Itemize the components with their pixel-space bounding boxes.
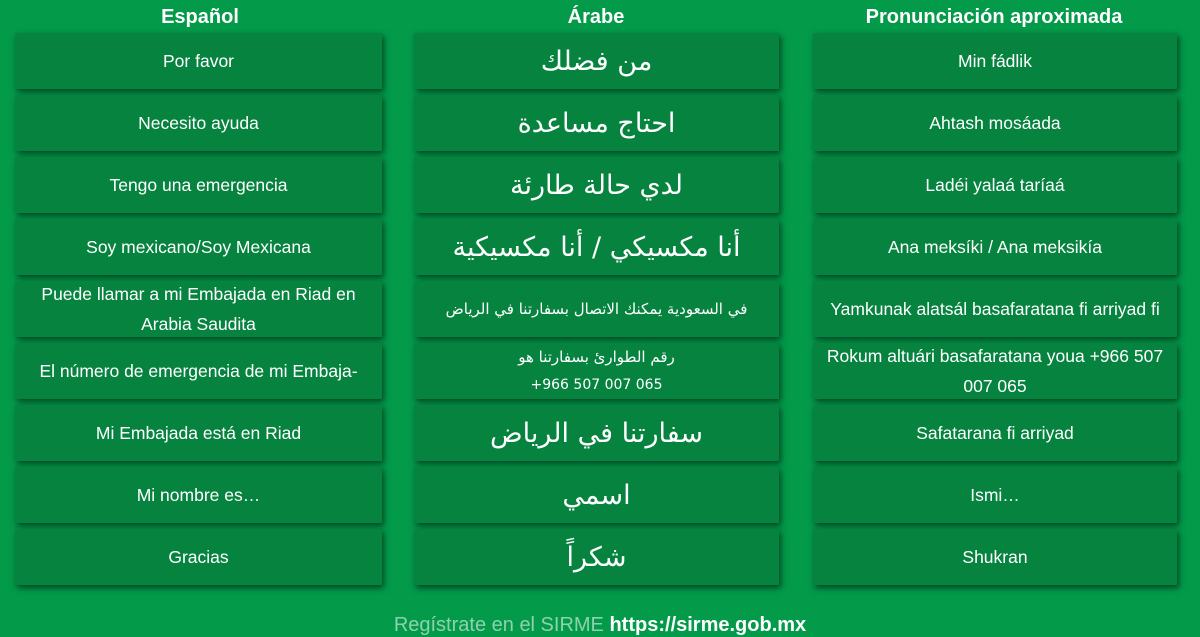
- phrase-ar-call-embassy: في السعودية يمكنك الاتصال بسفارتنا في الرياض: [414, 281, 779, 337]
- phrase-es-emergency-number: El número de emergencia de mi Embaja-: [15, 343, 382, 399]
- header-arabic: Árabe: [567, 6, 625, 28]
- phrase-ar-emergency: لدي حالة طارئة: [414, 157, 779, 213]
- phrase-ar-my-name: اسمي: [414, 467, 779, 523]
- phrase-ar-emergency-number-text: رقم الطوارئ بسفارتنا هو: [518, 348, 675, 366]
- phrase-ar-please: من فضلك: [414, 33, 779, 89]
- phrase-pr-my-name: Ismi…: [813, 467, 1177, 523]
- phrase-pr-need-help: Ahtash mosáada: [813, 95, 1177, 151]
- phrase-ar-emergency-number-digits: +966 507 007 065: [530, 377, 663, 393]
- phrase-es-please: Por favor: [15, 33, 382, 89]
- phrase-es-call-embassy: Puede llamar a mi Embajada en Riad en Arabia Saudita: [15, 281, 382, 337]
- phrase-pr-please: Min fádlik: [813, 33, 1177, 89]
- phrase-ar-thanks: شكراً: [414, 529, 779, 585]
- phrase-es-emergency: Tengo una emergencia: [15, 157, 382, 213]
- phrase-pr-call-embassy: Yamkunak alatsál basafaratana fi arriyad fi: [813, 281, 1177, 337]
- phrase-pr-emergency-number: Rokum altuári basafaratana youa +966 507 007 065: [813, 343, 1177, 399]
- footer-register-note: [0, 614, 1200, 637]
- phrase-es-thanks: Gracias: [15, 529, 382, 585]
- footer-link[interactable]: https://sirme.gob.mx: [609, 614, 807, 636]
- phrase-pr-thanks: Shukran: [813, 529, 1177, 585]
- phrase-pr-emergency: Ladéi yalaá taríaá: [813, 157, 1177, 213]
- header-spanish: Español: [161, 6, 239, 28]
- phrase-pr-embassy-location: Safatarana fi arriyad: [813, 405, 1177, 461]
- phrase-es-mexican: Soy mexicano/Soy Mexicana: [15, 219, 382, 275]
- phrase-ar-emergency-number: [414, 343, 779, 399]
- phrase-es-need-help: Necesito ayuda: [15, 95, 382, 151]
- phrase-pr-mexican: Ana meksíki / Ana meksikía: [813, 219, 1177, 275]
- phrase-es-embassy-location: Mi Embajada está en Riad: [15, 405, 382, 461]
- phrase-ar-need-help: احتاج مساعدة: [414, 95, 779, 151]
- phrase-es-my-name: Mi nombre es…: [15, 467, 382, 523]
- phrase-ar-mexican: أنا مكسيكي / أنا مكسيكية: [414, 219, 779, 275]
- footer-text: Regístrate en el SIRME: [393, 614, 604, 636]
- phrase-ar-embassy-location: سفارتنا في الرياض: [414, 405, 779, 461]
- header-pronunciation: Pronunciación aproximada: [865, 6, 1123, 28]
